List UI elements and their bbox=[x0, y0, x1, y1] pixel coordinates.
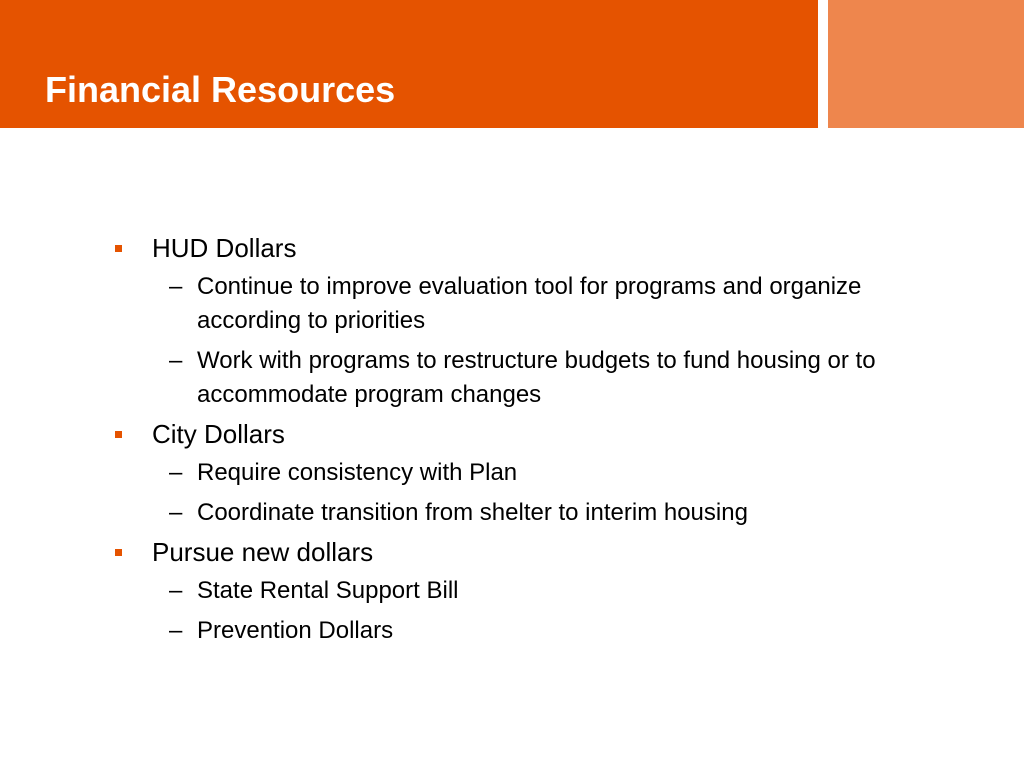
dash-marker: – bbox=[169, 577, 183, 604]
bullet-list bbox=[112, 230, 952, 648]
sub-bullet-item bbox=[152, 270, 952, 338]
bullet-text: HUD Dollars bbox=[152, 233, 297, 263]
sub-bullet-list bbox=[152, 270, 952, 412]
bullet-text: Pursue new dollars bbox=[152, 537, 374, 567]
sub-bullet-text: Work with programs to restructure budgets to fund housing or to accommodate program changes bbox=[197, 347, 876, 408]
dash-marker: – bbox=[169, 617, 183, 644]
dash-marker: – bbox=[169, 499, 183, 526]
slide-title: Financial Resources bbox=[45, 69, 396, 110]
sub-bullet-text: Continue to improve evaluation tool for programs and organize according to priorities bbox=[197, 273, 862, 334]
dash-marker: – bbox=[169, 273, 183, 300]
sub-bullet-text: Prevention Dollars bbox=[197, 617, 394, 644]
sub-bullet-item bbox=[152, 574, 952, 608]
sub-bullet-item bbox=[152, 496, 952, 530]
bullet-text: City Dollars bbox=[152, 419, 285, 449]
bullet-item-city-dollars bbox=[112, 416, 952, 530]
header-accent-block bbox=[828, 0, 1024, 128]
dash-marker: – bbox=[169, 347, 183, 374]
square-bullet-icon bbox=[115, 245, 122, 252]
slide-content bbox=[112, 230, 952, 648]
bullet-item-hud-dollars bbox=[112, 230, 952, 412]
sub-bullet-item bbox=[152, 614, 952, 648]
dash-marker: – bbox=[169, 459, 183, 486]
square-bullet-icon bbox=[115, 431, 122, 438]
sub-bullet-item bbox=[152, 456, 952, 490]
sub-bullet-text: Coordinate transition from shelter to interim housing bbox=[197, 499, 748, 526]
square-bullet-icon bbox=[115, 549, 122, 556]
sub-bullet-list bbox=[152, 574, 952, 648]
sub-bullet-list bbox=[152, 456, 952, 530]
sub-bullet-item bbox=[152, 344, 952, 412]
bullet-item-pursue-new-dollars bbox=[112, 534, 952, 648]
sub-bullet-text: State Rental Support Bill bbox=[197, 577, 459, 604]
sub-bullet-text: Require consistency with Plan bbox=[197, 459, 518, 486]
